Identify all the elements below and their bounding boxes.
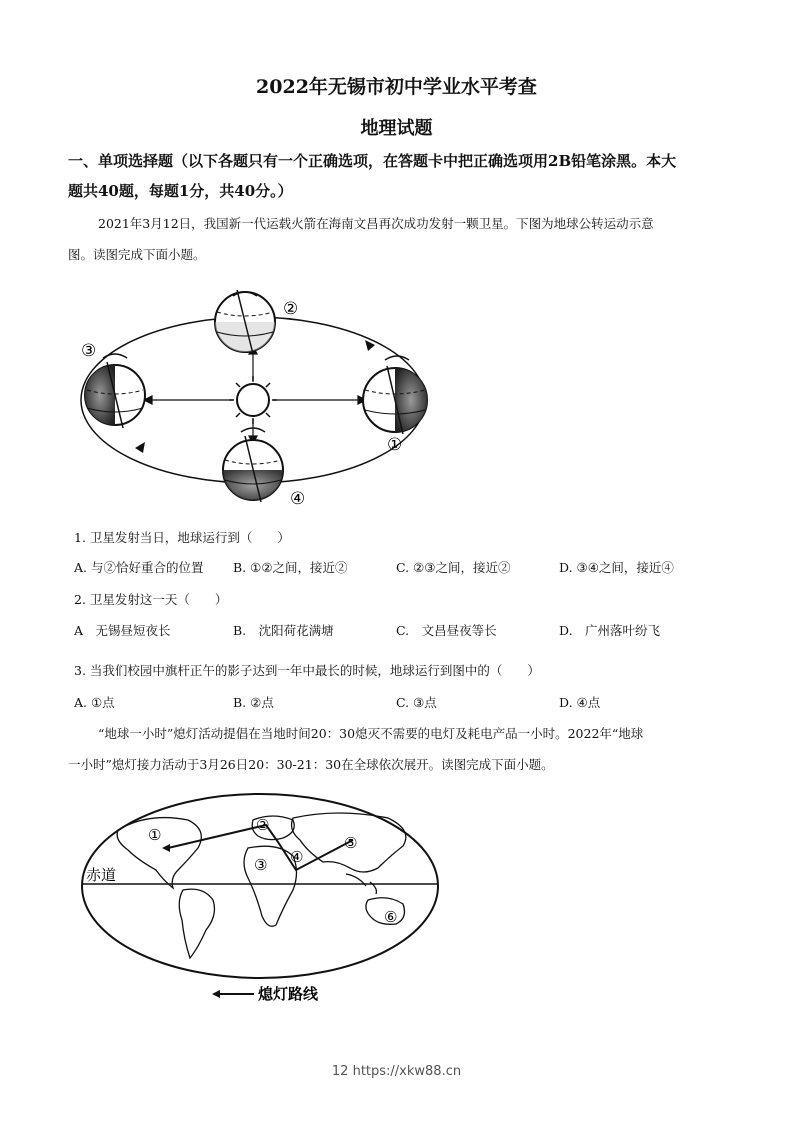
q1-stem: 1. 卫星发射当日，地球运行到（ ） (74, 530, 290, 545)
earth-position-1 (363, 366, 427, 434)
label-3: ③ (81, 341, 97, 361)
map-label-5: ⑤ (344, 834, 358, 852)
intro1-line1: 2021年3月12日，我国新一代运载火箭在海南文昌再次成功发射一颗卫星。下图为地球公转运动示意 (98, 216, 654, 231)
map-label-1: ① (148, 826, 162, 844)
label-4: ④ (290, 489, 306, 509)
map-label-4: ④ (290, 848, 304, 866)
q2-stem: 2. 卫星发射这一天（ ） (74, 592, 228, 607)
q2-option-d[interactable]: D. 广州落叶纷飞 (559, 623, 661, 638)
map-label-2: ② (256, 816, 270, 834)
earth-position-2 (215, 290, 275, 354)
equator-label: 赤道 (86, 866, 117, 884)
q3-option-b[interactable]: B. ②点 (233, 695, 274, 710)
q3-option-c[interactable]: C. ③点 (396, 695, 437, 710)
exam-subtitle: 地理试题 (360, 118, 433, 139)
q1-option-b[interactable]: B. ①②之间，接近② (233, 560, 348, 575)
q1-option-c[interactable]: C. ②③之间，接近② (396, 560, 511, 575)
label-1: ① (387, 435, 403, 455)
svg-text:熄灯路线: 熄灯路线 (258, 985, 319, 1003)
intro2-line1: “地球一小时”熄灯活动提倡在当地时间20：30熄灭不需要的电灯及耗电产品一小时。2022年“地球 (98, 726, 644, 741)
section-heading-line2: 题共40题，每题1分，共40分。） (68, 182, 293, 200)
earth-position-4 (223, 436, 283, 502)
q3-option-a[interactable]: A. ①点 (74, 695, 115, 710)
q2-option-a[interactable]: A 无锡昼短夜长 (74, 623, 171, 638)
exam-title: 2022年无锡市初中学业水平考查 (256, 76, 537, 98)
q2-option-c[interactable]: C. 文昌昼夜等长 (396, 623, 497, 638)
label-2: ② (283, 299, 299, 319)
earth-position-3 (85, 362, 145, 428)
intro2-line2: 一小时”熄灯接力活动于3月26日20：30-21：30在全球依次展开。读图完成下面小题。 (68, 757, 554, 772)
route-legend (212, 985, 319, 1003)
earth-revolution-diagram (75, 290, 445, 520)
page-footer: 12 https://xkw88.cn (331, 1064, 462, 1079)
map-label-3: ③ (254, 856, 268, 874)
q1-option-a[interactable]: A. 与②恰好重合的位置 (74, 560, 204, 575)
q3-option-d[interactable]: D. ④点 (559, 695, 601, 710)
section-heading-line1: 一、单项选择题（以下各题只有一个正确选项，在答题卡中把正确选项用2B铅笔涂黑。本大 (68, 152, 677, 170)
q1-option-d[interactable]: D. ③④之间，接近④ (559, 560, 674, 575)
sun-icon (229, 376, 277, 424)
world-map-diagram (78, 790, 448, 1010)
intro1-line2: 图。读图完成下面小题。 (68, 247, 206, 262)
map-label-6: ⑥ (384, 908, 398, 926)
q3-stem: 3. 当我们校园中旗杆正午的影子达到一年中最长的时候，地球运行到图中的（ ） (74, 663, 540, 678)
q2-option-b[interactable]: B. 沈阳荷花满塘 (233, 623, 334, 638)
